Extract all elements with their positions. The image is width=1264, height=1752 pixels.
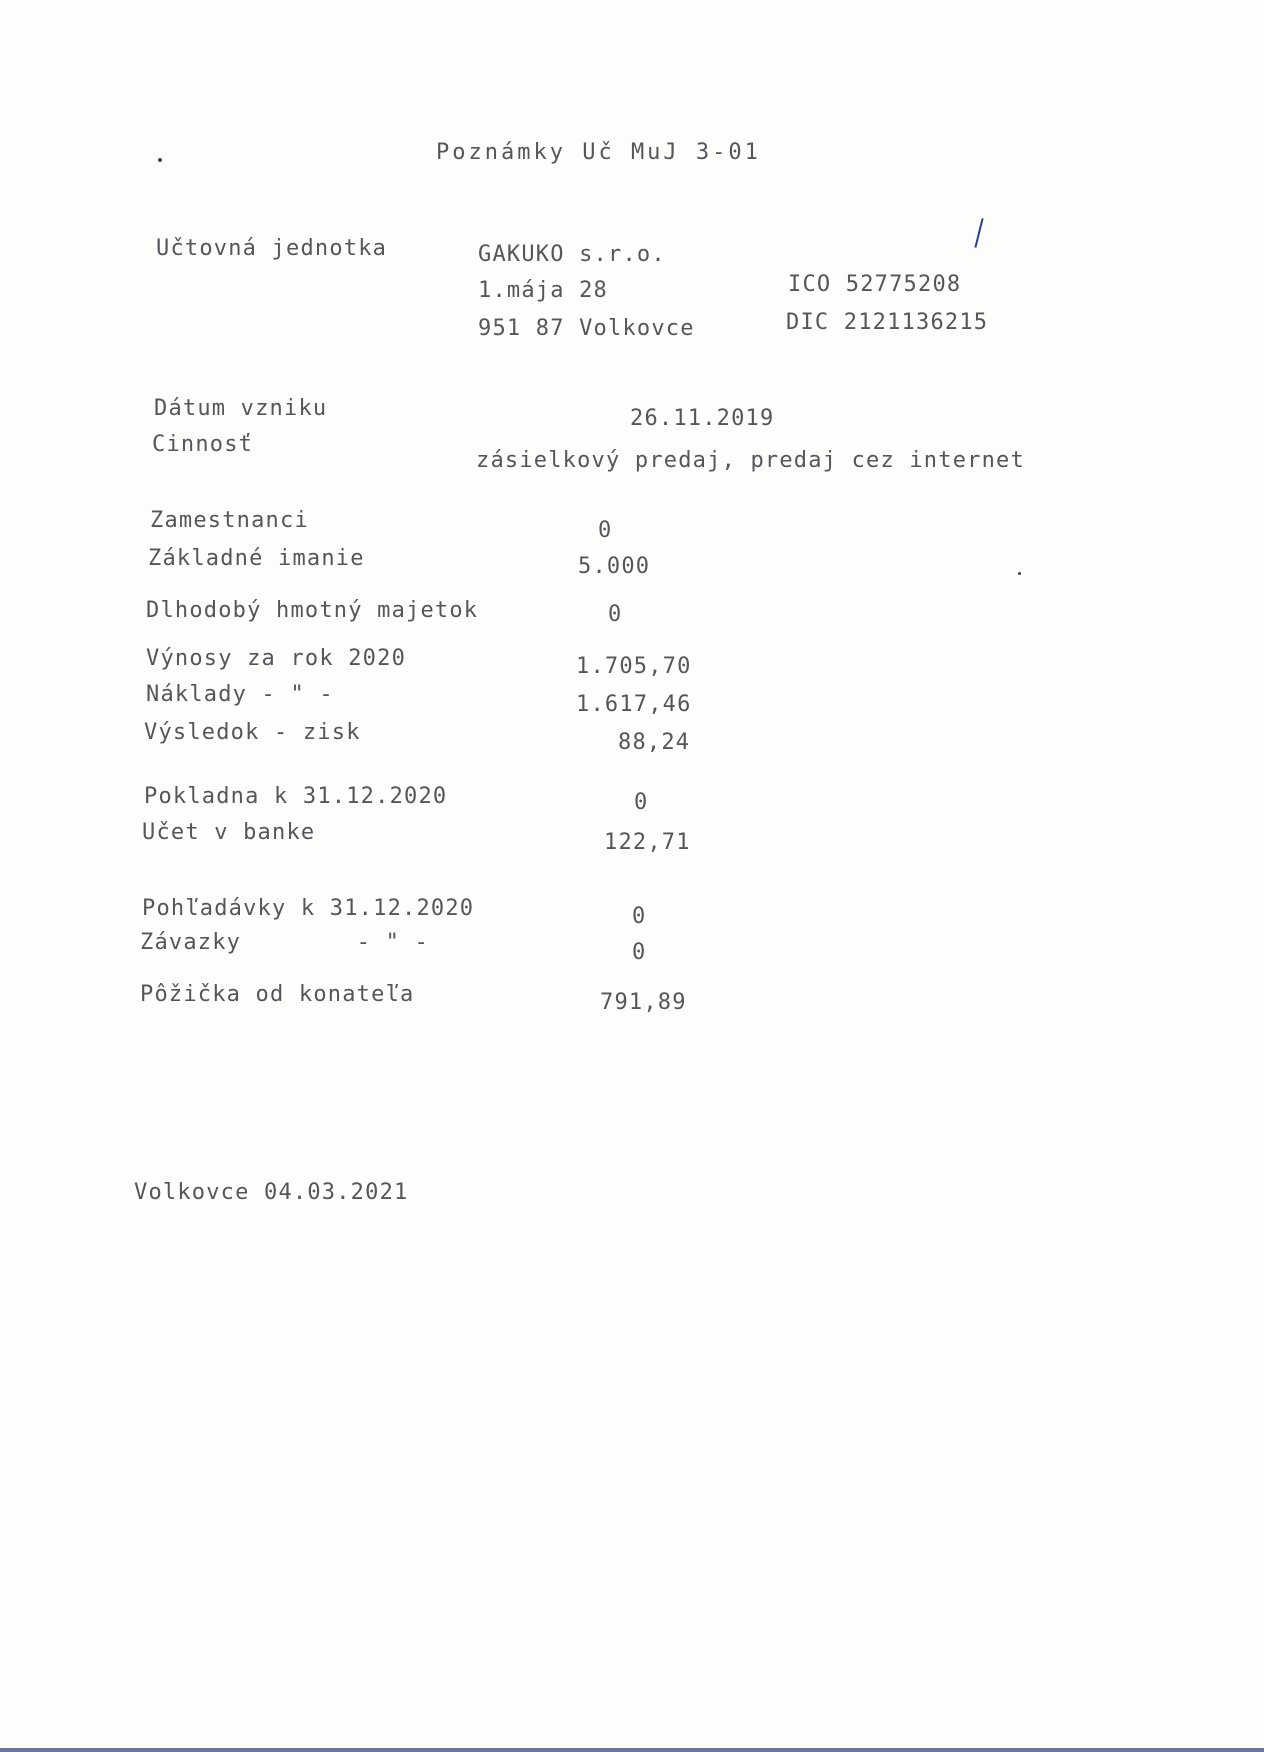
pen-mark [974,218,983,248]
receivables-value: 0 [632,904,647,929]
revenue-label: Výnosy za rok 2020 [146,646,407,671]
capital-value: 5.000 [578,554,651,579]
costs-label: Náklady - " - [146,682,334,707]
liabilities-value: 0 [632,940,647,965]
entity-ico: ICO 52775208 [788,272,962,297]
liabilities-label: Závazky - " - [140,930,429,955]
activity-value: zásielkový predaj, predaj cez internet [476,448,1025,473]
result-value: 88,24 [618,730,691,755]
stray-dot [158,158,162,162]
founding-label: Dátum vzniku [154,396,328,421]
bank-label: Učet v banke [142,820,316,845]
entity-city: 951 87 Volkovce [478,316,695,341]
capital-label: Základné imanie [148,546,365,571]
receivables-label: Pohľadávky k 31.12.2020 [142,896,475,921]
employees-value: 0 [598,518,613,543]
loan-value: 791,89 [600,990,687,1015]
revenue-value: 1.705,70 [576,654,692,679]
founding-value: 26.11.2019 [630,406,775,431]
scan-edge [0,1748,1264,1752]
stray-dot [1018,572,1021,575]
entity-label: Učtovná jednotka [156,236,388,261]
costs-value: 1.617,46 [576,692,692,717]
activity-label: Cinnosť [152,432,254,457]
cash-value: 0 [634,790,649,815]
place-date: Volkovce 04.03.2021 [134,1180,409,1205]
document-title: Poznámky Uč MuJ 3-01 [436,140,761,165]
entity-dic: DIC 2121136215 [786,310,989,335]
employees-label: Zamestnanci [150,508,309,533]
bank-value: 122,71 [604,830,691,855]
entity-street: 1.mája 28 [478,278,609,303]
assets-value: 0 [608,602,623,627]
entity-name: GAKUKO s.r.o. [478,242,666,267]
loan-label: Pôžička od konateľa [140,982,415,1007]
result-label: Výsledok - zisk [144,720,361,745]
assets-label: Dlhodobý hmotný majetok [146,598,479,623]
cash-label: Pokladna k 31.12.2020 [144,784,448,809]
